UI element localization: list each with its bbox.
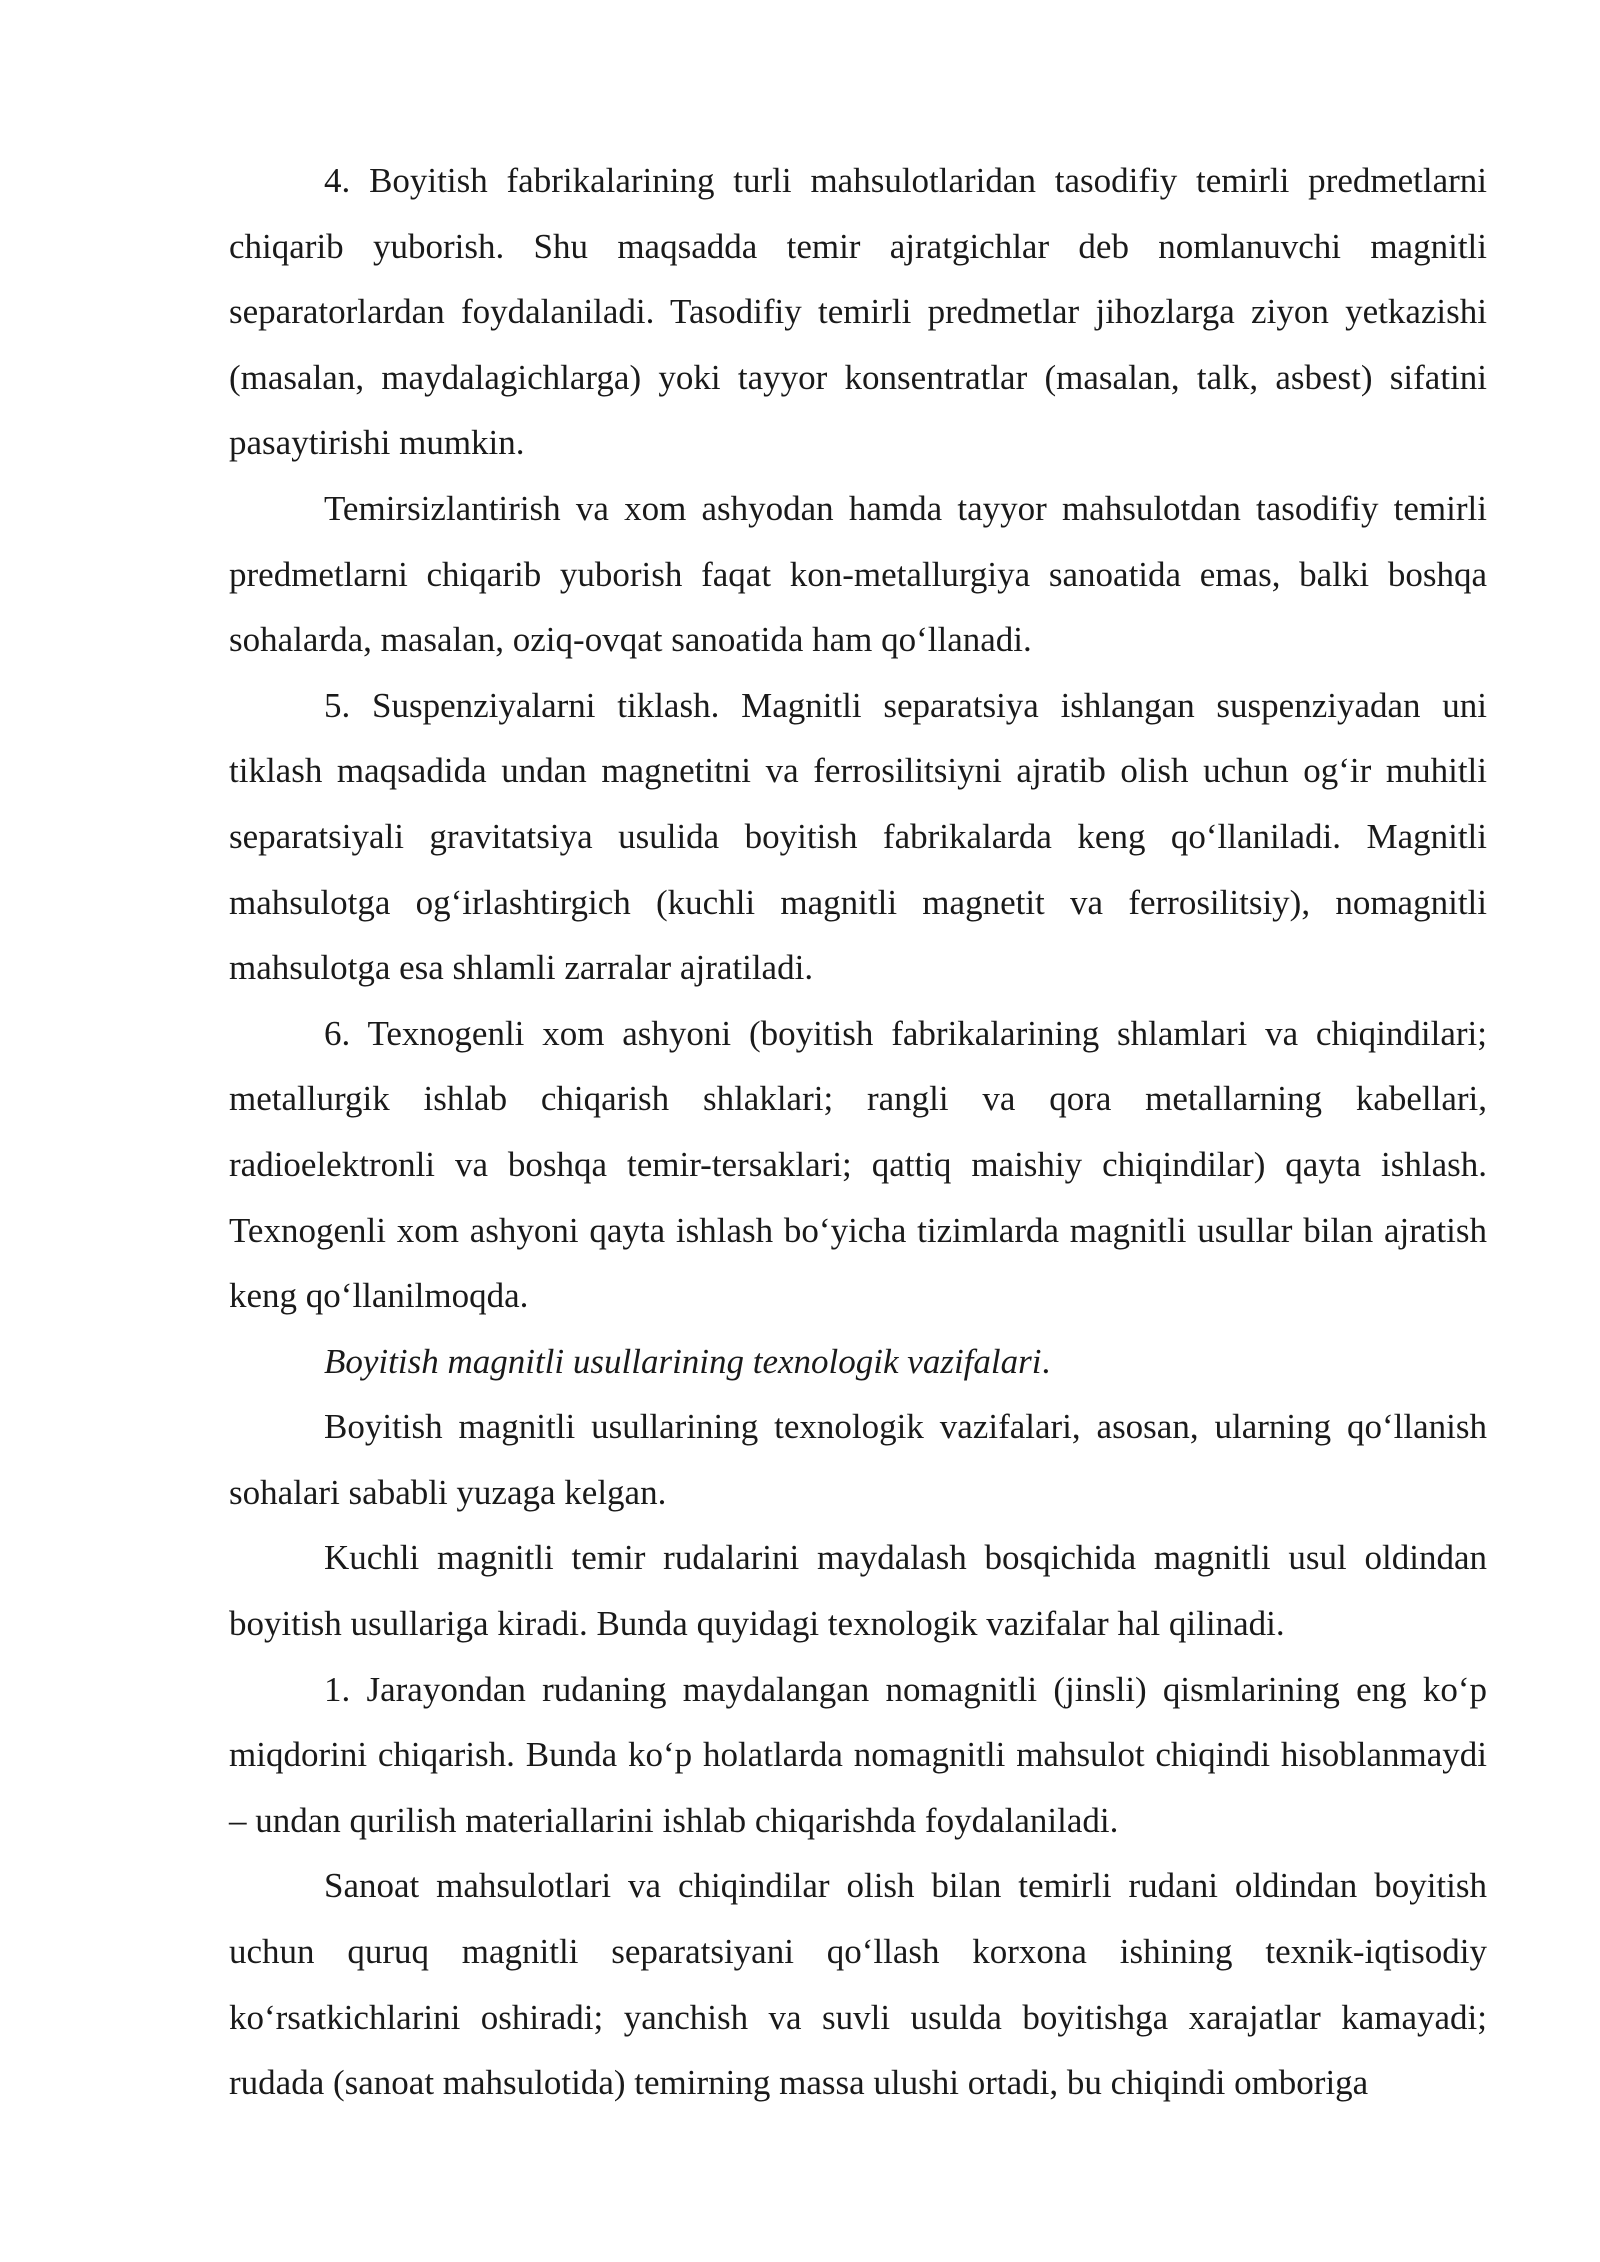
section-heading bbox=[229, 1329, 1487, 1395]
paragraph-iron-removal: Temirsizlantirish va xom ashyodan hamda tayyor mahsulotdan tasodifiy temirli predmetlarni chiqarib yuborish faqat kon-metallurgiya sanoatida emas, balki boshqa sohalarda, masalan, oziq-ovqat sanoatida ham qo‘llanadi. bbox=[229, 488, 1487, 660]
paragraph-item-5-suspensions: 5. Suspenziyalarni tiklash. Magnitli separatsiya ishlangan suspenziyadan uni tiklash maqsadida undan magnetitni va ferrosilitsiyni ajratib olish uchun og‘ir muhitli separatsiyali gravitatsiya usulida boyitish fabrikalarda keng qo‘llaniladi. Magnitli mahsulotga og‘irlashtirgich (kuchli magnitli magnetit va ferrosilitsiy), nomagnitli mahsulotga esa shlamli zarralar ajratiladi. bbox=[229, 685, 1487, 988]
document-body bbox=[229, 148, 1487, 2116]
paragraph-tasks-intro: Boyitish magnitli usullarining texnologik vazifalari, asosan, ularning qo‘llanish sohalari sababli yuzaga kelgan. bbox=[229, 1407, 1487, 1512]
paragraph-item-4-tramp-iron: 4. Boyitish fabrikalarining turli mahsulotlaridan tasodifiy temirli predmetlarni chiqarib yuborish. Shu maqsadda temir ajratgichlar deb nomlanuvchi magnitli separatorlardan foydalaniladi. Tasodifiy temirli predmetlar jihozlarga ziyon yetkazishi (masalan, maydalagichlarga) yoki tayyor konsentratlar (masalan, talk, asbest) sifatini pasaytirishi mumkin. bbox=[229, 161, 1487, 463]
paragraph-item-6-technogenic: 6. Texnogenli xom ashyoni (boyitish fabrikalarining shlamlari va chiqindilari; metallurgik ishlab chiqarish shlaklari; rangli va qora metallarning kabellari, radioelektronli va boshqa temir-tersaklari; qattiq maishiy chiqindilar) qayta ishlash. Texnogenli xom ashyoni qayta ishlash bo‘yicha tizimlarda magnitli usullar bilan ajratish keng qo‘llanilmoqda. bbox=[229, 1013, 1487, 1316]
section-heading-period: . bbox=[1041, 1341, 1051, 1381]
paragraph-crushing-stage: Kuchli magnitli temir rudalarini maydalash bosqichida magnitli usul oldindan boyitish usullariga kiradi. Bunda quyidagi texnologik vazifalar hal qilinadi. bbox=[229, 1538, 1487, 1644]
section-heading-text: Boyitish magnitli usullarining texnologik vazifalari bbox=[324, 1341, 1042, 1381]
paragraph-item-1-nonmagnetic: 1. Jarayondan rudaning maydalangan nomagnitli (jinsli) qismlarining eng ko‘p miqdorini chiqarish. Bunda ko‘p holatlarda nomagnitli mahsulot chiqindi hisoblanmaydi – undan qurilish materiallarini ishlab chiqarishda foydalaniladi. bbox=[229, 1669, 1487, 1840]
paragraph-dry-separation: Sanoat mahsulotlari va chiqindilar olish bilan temirli rudani oldindan boyitish uchun quruq magnitli separatsiyani qo‘llash korxona ishining texnik-iqtisodiy ko‘rsatkichlarini oshiradi; yanchish va suvli usulda boyitishga xarajatlar kamayadi; rudada (sanoat mahsulotida) temirning massa ulushi ortadi, bu chiqindi omboriga bbox=[229, 1866, 1487, 2103]
